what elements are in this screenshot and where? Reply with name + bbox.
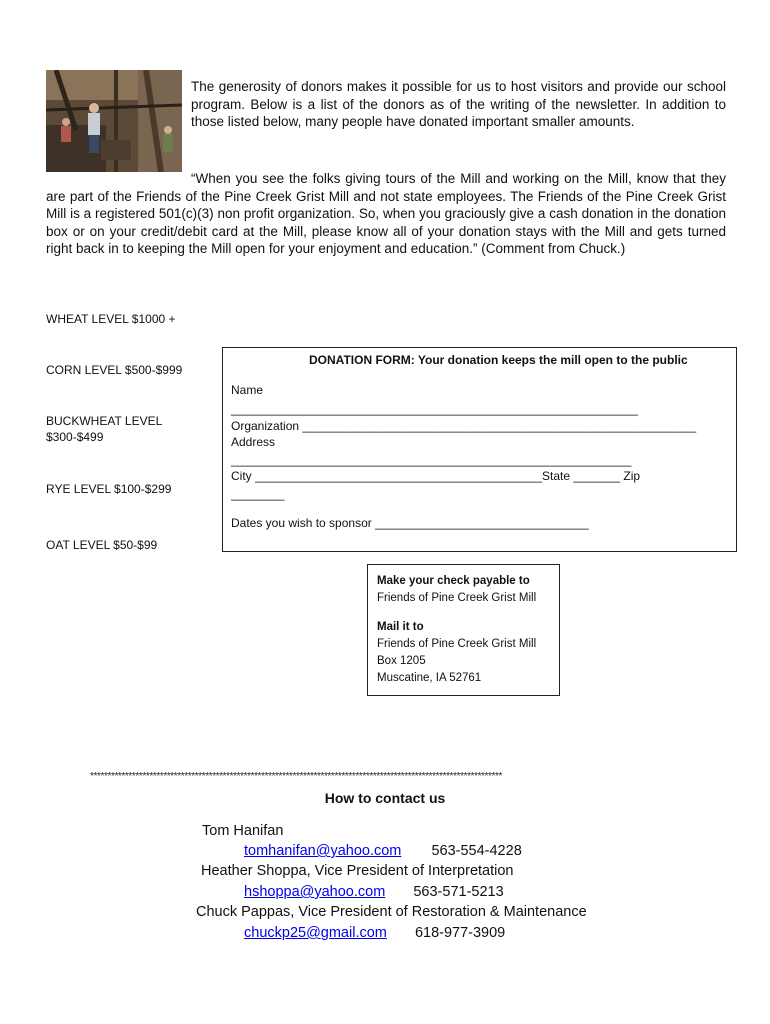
contact-name-1: Tom Hanifan — [202, 823, 284, 839]
contact-email-link-2[interactable]: hshoppa@yahoo.com — [244, 884, 386, 900]
buckwheat-level-range: $300-$499 — [46, 430, 104, 444]
intro-paragraph: The generosity of donors makes it possible for us to host visitors and provide our school program. Below is a list of the donors as of the writing of the newsletter. In addition to those listed below, many people have donated important smaller amounts. — [191, 79, 726, 129]
corn-level: CORN LEVEL $500-$999 — [46, 363, 183, 377]
contact-1-row — [244, 843, 522, 859]
contact-heading: How to contact us — [324, 790, 446, 806]
address-label: Address — [231, 435, 276, 449]
city-state-zip-field[interactable]: City ___________________________________________State _______ Zip — [231, 469, 641, 483]
contact-phone-3: 618-977-3909 — [414, 925, 506, 941]
donation-form — [222, 347, 737, 552]
chuck-quote-paragraph: “When you see the folks giving tours of the Mill and working on the Mill, know that they are part of the Friends of the Pine Creek Grist Mill and not state employees. The Friends of the Pine Creek Grist Mill is a registered 501(c)(3) non profit organization. So, when you graciously give a cash donation in the donation box or on your credit/debit card at the Mill, please know all of your donation stays with the Mill and gets turned right back in to keeping the Mill open for your enjoyment and education.” (Comment from Chuck.) — [46, 171, 726, 256]
check-payee: Friends of Pine Creek Grist Mill — [377, 592, 537, 604]
mail-address-line-3: Muscatine, IA 52761 — [377, 672, 482, 684]
name-field[interactable]: _____________________________________________________________ — [231, 402, 639, 416]
organization-field[interactable]: Organization ___________________________________________________________ — [231, 419, 697, 433]
rye-level: RYE LEVEL $100-$299 — [46, 482, 172, 496]
star-separator: ********************************************************************************************************************** — [90, 771, 503, 782]
address-field[interactable]: ____________________________________________________________ — [231, 453, 632, 467]
donation-form-title: DONATION FORM: Your donation keeps the mill open to the public — [309, 353, 688, 367]
oat-level: OAT LEVEL $50-$99 — [46, 538, 158, 552]
mail-heading: Mail it to — [377, 621, 424, 633]
wheat-level: WHEAT LEVEL $1000 + — [46, 312, 176, 326]
contact-email-link-3[interactable]: chuckp25@gmail.com — [244, 925, 387, 941]
buckwheat-level-name: BUCKWHEAT LEVEL — [46, 414, 163, 428]
contact-phone-1: 563-554-4228 — [431, 843, 522, 859]
zip-field[interactable]: ________ — [231, 487, 285, 501]
contact-email-link-1[interactable]: tomhanifan@yahoo.com — [244, 843, 402, 859]
contact-name-3: Chuck Pappas, Vice President of Restoration & Maintenance — [196, 904, 587, 920]
name-label: Name — [231, 383, 264, 397]
mill-photo — [46, 70, 182, 172]
check-heading: Make your check payable to — [377, 575, 530, 587]
payment-info-box — [367, 564, 560, 696]
mail-address-line-1: Friends of Pine Creek Grist Mill — [377, 638, 537, 650]
mail-address-line-2: Box 1205 — [377, 655, 426, 667]
contact-name-2: Heather Shoppa, Vice President of Interpretation — [201, 863, 514, 879]
mill-interior-image — [46, 70, 182, 172]
contact-3-row — [244, 925, 505, 941]
contact-2-row — [244, 884, 504, 900]
contact-phone-2: 563-571-5213 — [413, 884, 504, 900]
buckwheat-level — [46, 413, 162, 445]
sponsor-dates-field[interactable]: Dates you wish to sponsor ________________________________ — [231, 516, 589, 530]
